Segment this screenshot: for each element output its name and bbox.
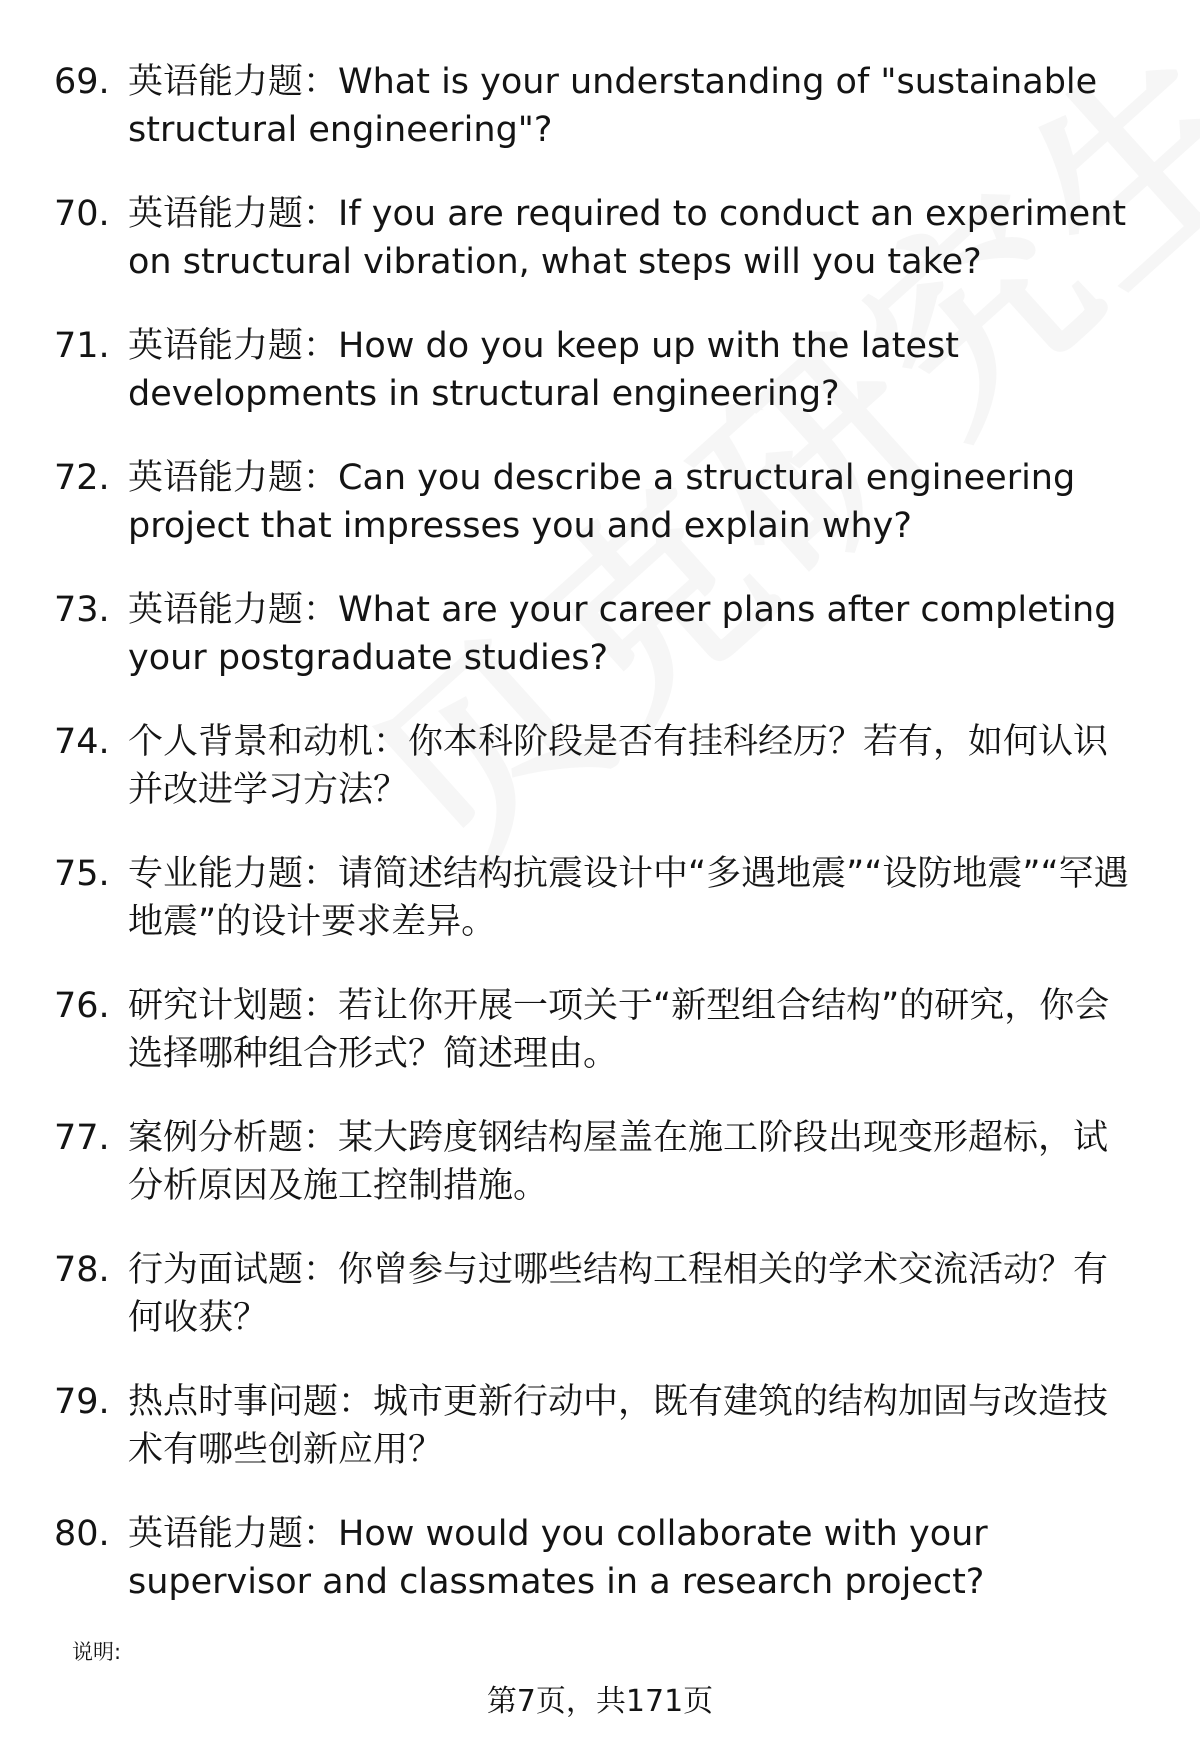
question-list — [54, 58, 1140, 1642]
question-item — [54, 322, 1140, 454]
question-item — [54, 718, 1140, 850]
question-number: 69. — [54, 62, 110, 102]
question-text: 热点时事问题：城市更新行动中，既有建筑的结构加固与改造技术有哪些创新应用？ — [128, 1382, 1109, 1470]
question-item — [54, 1510, 1140, 1642]
question-text: 专业能力题：请简述结构抗震设计中“多遇地震”“设防地震”“罕遇地震”的设计要求差异。 — [128, 854, 1129, 942]
question-item — [54, 850, 1140, 982]
question-item — [54, 454, 1140, 586]
question-number: 72. — [54, 458, 110, 498]
question-text: 英语能力题：What is your understanding of "sustainable structural engineering"? — [128, 62, 1098, 150]
question-number: 75. — [54, 854, 110, 894]
question-number: 71. — [54, 326, 110, 366]
question-text: 行为面试题：你曾参与过哪些结构工程相关的学术交流活动？有何收获？ — [128, 1250, 1109, 1338]
question-item — [54, 1114, 1140, 1246]
question-item — [54, 190, 1140, 322]
question-text: 英语能力题：Can you describe a structural engineering project that impresses you and explain why? — [128, 458, 1076, 546]
question-text: 英语能力题：What are your career plans after completing your postgraduate studies? — [128, 590, 1117, 678]
page-footer: 第7页，共171页 — [486, 1684, 714, 1719]
question-text: 英语能力题：How do you keep up with the latest developments in structural engineering? — [128, 326, 959, 414]
question-number: 79. — [54, 1382, 110, 1422]
question-item — [54, 1246, 1140, 1378]
note-label: 说明: — [72, 1640, 122, 1664]
question-number: 76. — [54, 986, 110, 1026]
question-item — [54, 58, 1140, 190]
question-number: 77. — [54, 1118, 110, 1158]
question-number: 74. — [54, 722, 110, 762]
question-number: 73. — [54, 590, 110, 630]
question-item — [54, 586, 1140, 718]
question-number: 70. — [54, 194, 110, 234]
question-text: 英语能力题：If you are required to conduct an experiment on structural vibration, what steps will you take? — [128, 194, 1127, 282]
question-item — [54, 1378, 1140, 1510]
question-text: 个人背景和动机：你本科阶段是否有挂科经历？若有，如何认识并改进学习方法？ — [128, 722, 1109, 810]
question-number: 78. — [54, 1250, 110, 1290]
question-text: 英语能力题：How would you collaborate with your supervisor and classmates in a research project? — [128, 1514, 988, 1602]
question-text: 案例分析题：某大跨度钢结构屋盖在施工阶段出现变形超标，试分析原因及施工控制措施。 — [128, 1118, 1109, 1206]
question-item — [54, 982, 1140, 1114]
question-text: 研究计划题：若让你开展一项关于“新型组合结构”的研究，你会选择哪种组合形式？简述理由。 — [128, 986, 1110, 1074]
question-number: 80. — [54, 1514, 110, 1554]
